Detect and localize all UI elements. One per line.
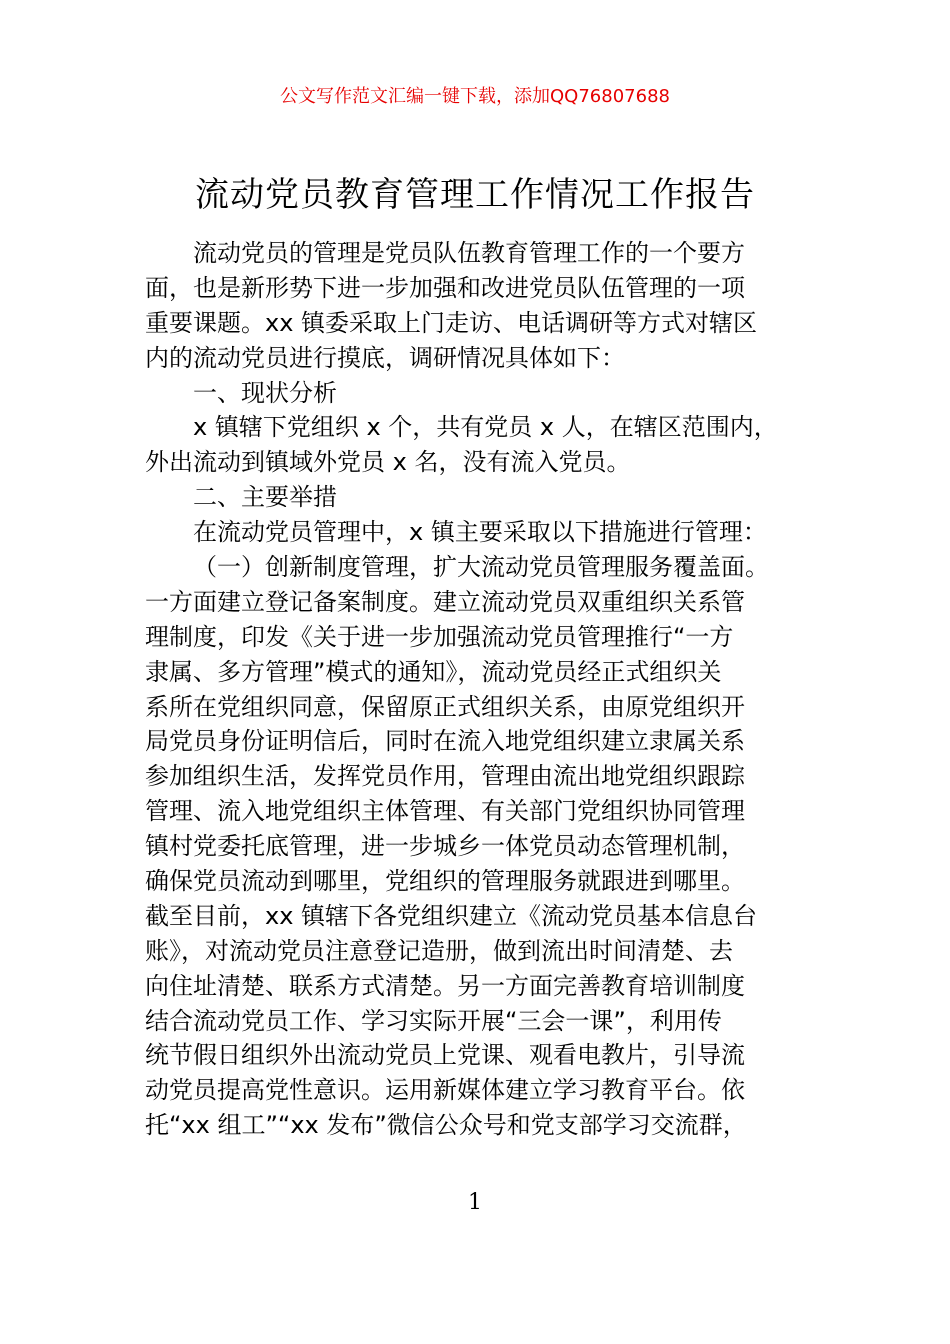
text-line: 确保党员流动到哪里，党组织的管理服务就跟进到哪里。 <box>145 867 745 896</box>
text-line: 统节假日组织外出流动党员上党课、观看电教片，引导流 <box>145 1041 745 1070</box>
text-line: 局党员身份证明信后，同时在流入地党组织建立隶属关系 <box>145 727 745 756</box>
text-line: 在流动党员管理中，x 镇主要采取以下措施进行管理： <box>193 518 767 547</box>
text-line: 截至目前，xx 镇辖下各党组织建立《流动党员基本信息台 <box>145 901 758 930</box>
text-line: 参加组织生活，发挥党员作用，管理由流出地党组织跟踪 <box>145 762 745 791</box>
page-number: 1 <box>468 1190 482 1215</box>
text-line: 托“xx 组工”“xx 发布”微信公众号和党支部学习交流群， <box>145 1111 747 1140</box>
text-line: 动党员提高党性意识。运用新媒体建立学习教育平台。依 <box>145 1076 745 1105</box>
text-line: 流动党员的管理是党员队伍教育管理工作的一个要方 <box>193 239 745 267</box>
text-line: 结合流动党员工作、学习实际开展“三会一课”，利用传 <box>145 1006 722 1035</box>
text-line: 理制度，印发《关于进一步加强流动党员管理推行“一方 <box>145 622 734 651</box>
text-line: 外出流动到镇域外党员 x 名，没有流入党员。 <box>145 448 631 477</box>
document-body <box>145 236 807 1143</box>
text-line: 隶属、多方管理”模式的通知》，流动党员经正式组织关 <box>145 657 722 686</box>
section-heading: 二、主要举措 <box>193 483 337 512</box>
subsection-heading: （一）创新制度管理，扩大流动党员管理服务覆盖面。 <box>193 553 769 582</box>
download-banner: 公文写作范文汇编一键下载，添加QQ76807688 <box>280 86 670 107</box>
text-line: x 镇辖下党组织 x 个，共有党员 x 人，在辖区范围内， <box>193 413 778 442</box>
text-line: 重要课题。xx 镇委采取上门走访、电话调研等方式对辖区 <box>145 308 758 337</box>
text-line: 账》，对流动党员注意登记造册，做到流出时间清楚、去 <box>145 936 733 965</box>
text-line: 镇村党委托底管理，进一步城乡一体党员动态管理机制， <box>145 832 745 861</box>
section-heading: 一、现状分析 <box>193 378 337 407</box>
document-title: 流动党员教育管理工作情况工作报告 <box>195 175 755 215</box>
text-line: 向住址清楚、联系方式清楚。另一方面完善教育培训制度 <box>145 971 745 1000</box>
text-line: 面，也是新形势下进一步加强和改进党员队伍管理的一项 <box>145 273 745 302</box>
text-line: 内的流动党员进行摸底，调研情况具体如下： <box>145 343 625 372</box>
text-line: 管理、流入地党组织主体管理、有关部门党组织协同管理 <box>145 797 745 826</box>
text-line: 一方面建立登记备案制度。建立流动党员双重组织关系管 <box>145 587 745 616</box>
text-line: 系所在党组织同意，保留原正式组织关系，由原党组织开 <box>145 692 745 721</box>
